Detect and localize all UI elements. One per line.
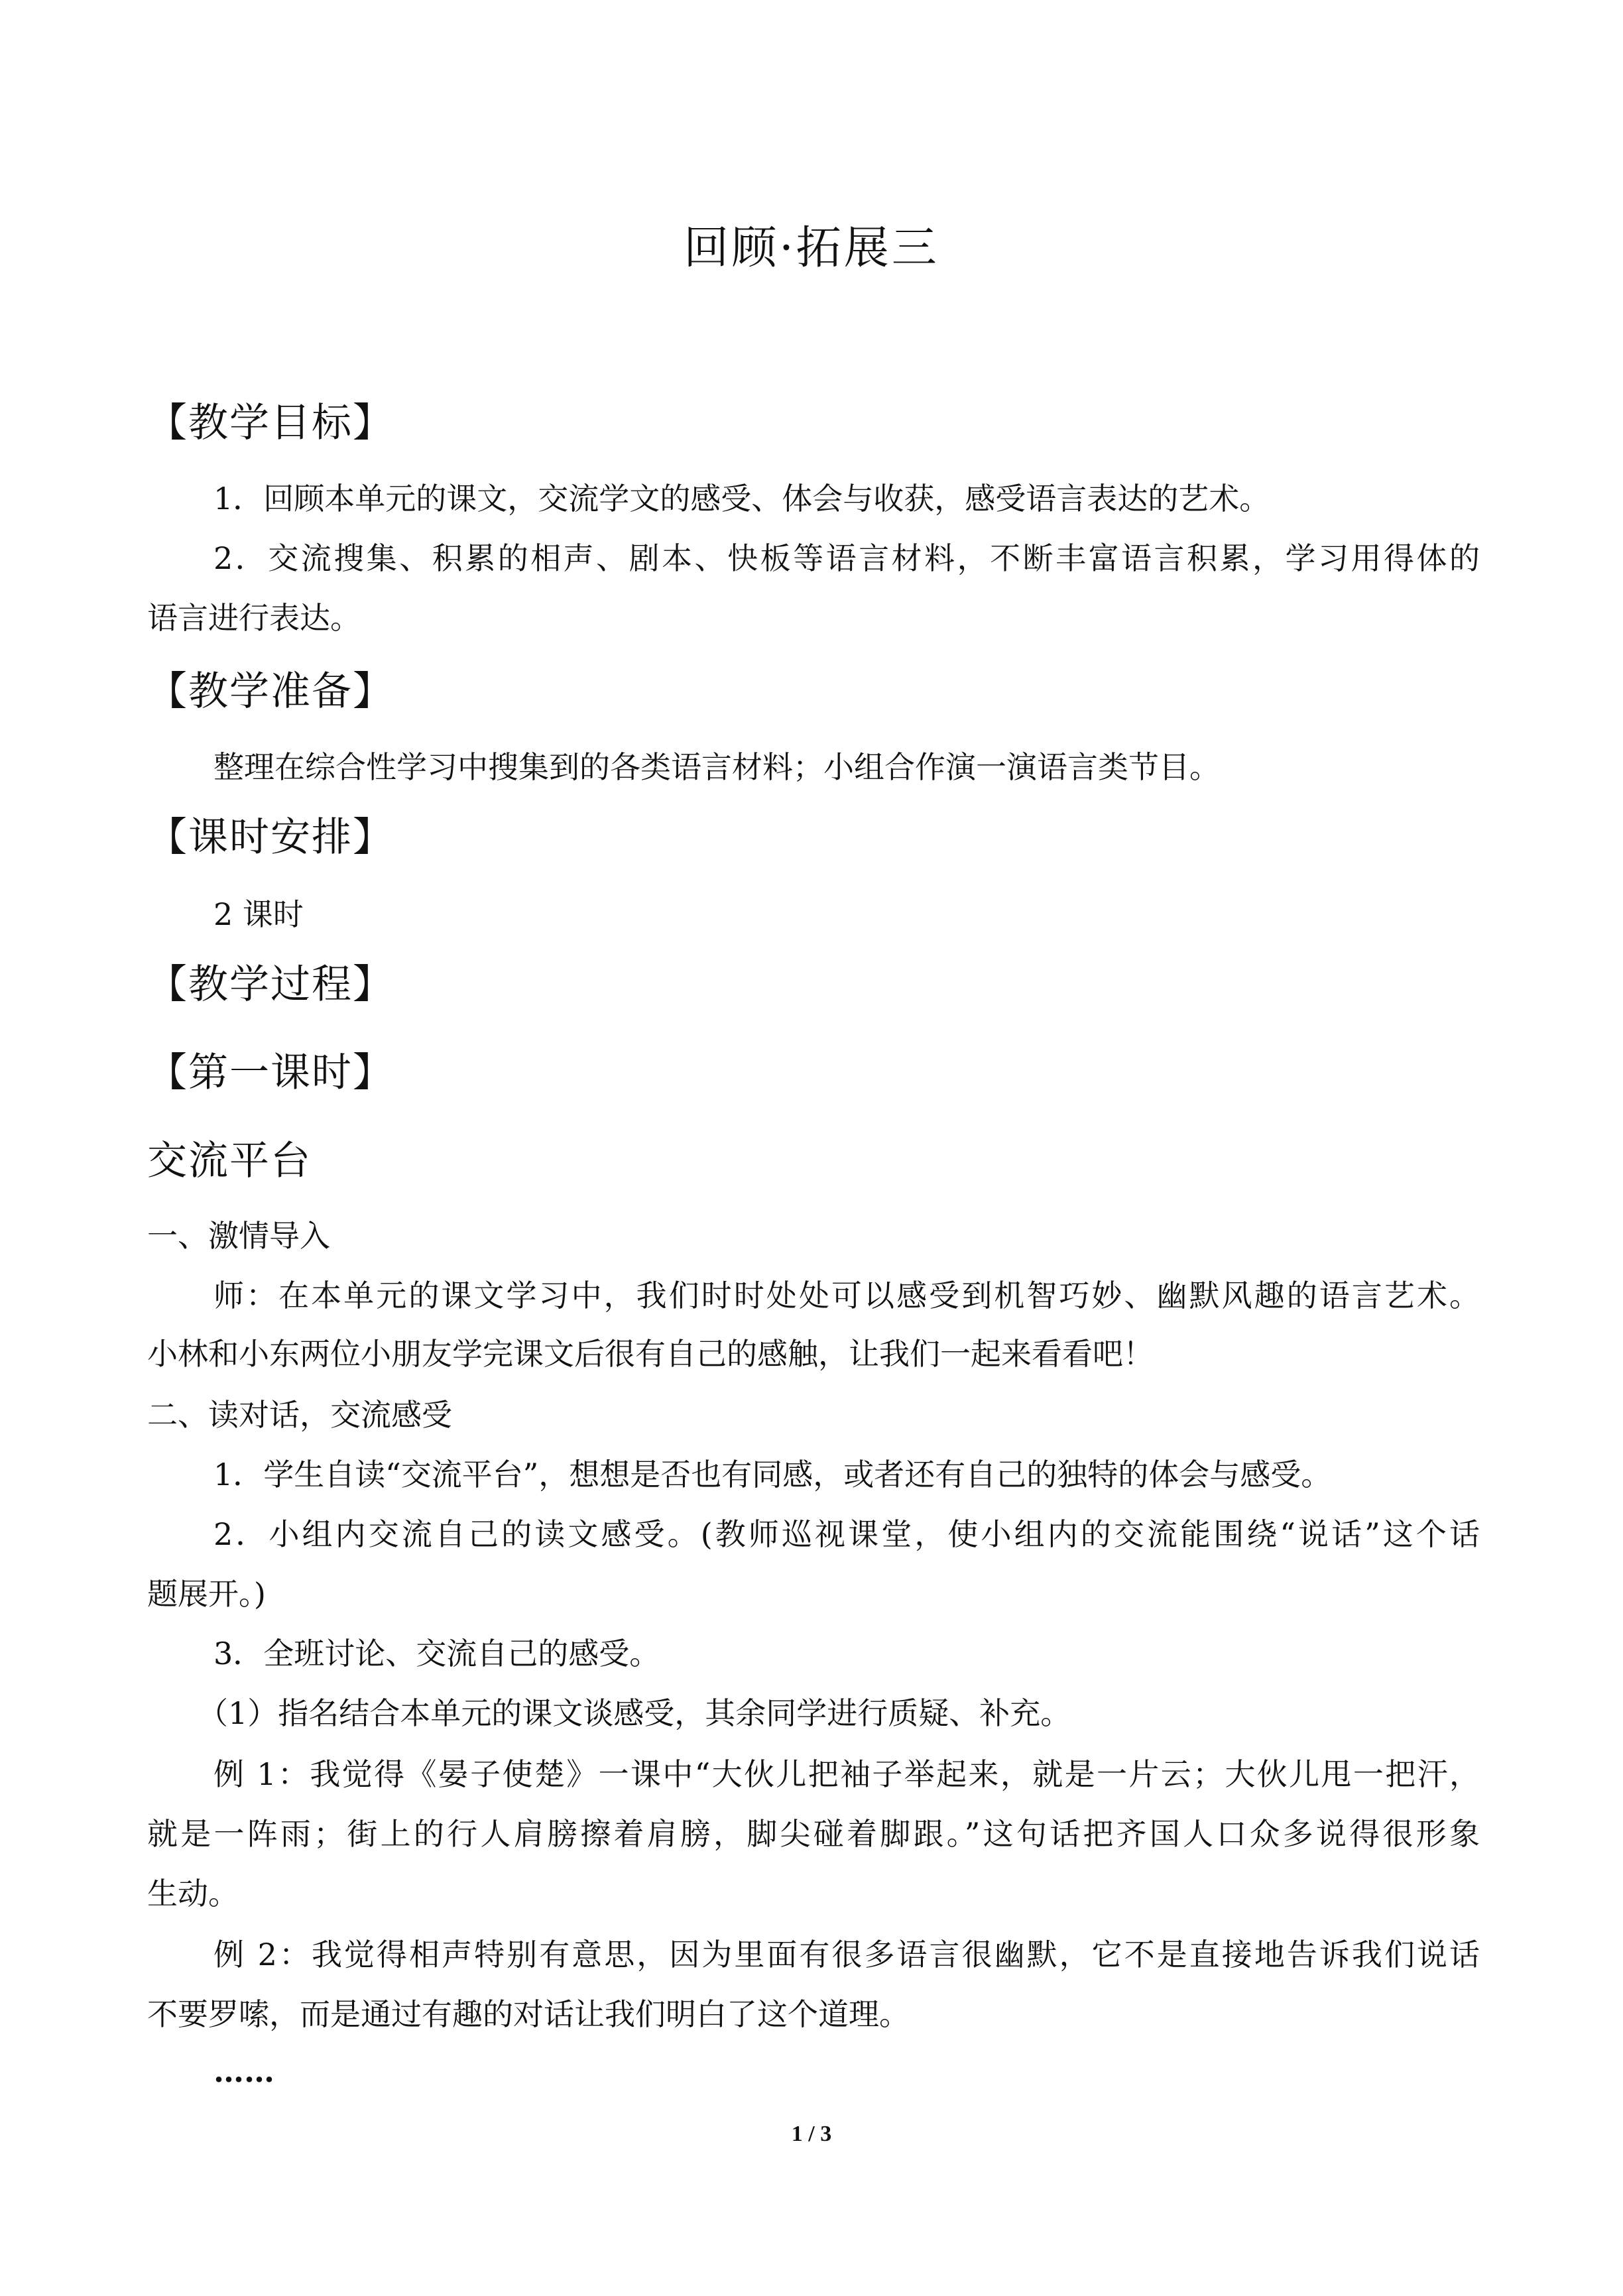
teacher-line-1: 师：在本单元的课文学习中，我们时时处处可以感受到机智巧妙、幽默风趣的语言艺术。 bbox=[213, 1278, 1480, 1313]
list-item-1: 1．学生自读“交流平台”，想想是否也有同感，或者还有自己的独特的体会与感受。 bbox=[213, 1457, 1332, 1492]
page-number: 1 / 3 bbox=[791, 2122, 832, 2146]
ellipsis: …… bbox=[213, 2053, 274, 2089]
heading-teaching-prep: 【教学准备】 bbox=[147, 668, 394, 715]
prep-text: 整理在综合性学习中搜集到的各类语言材料；小组合作演一演语言类节目。 bbox=[213, 749, 1220, 785]
goal-item-1: 1．回顾本单元的课文，交流学文的感受、体会与收获，感受语言表达的艺术。 bbox=[213, 481, 1270, 516]
step-2-heading: 二、读对话，交流感受 bbox=[147, 1397, 452, 1433]
schedule-text: 2 课时 bbox=[213, 896, 304, 932]
example-1-line-3: 生动。 bbox=[147, 1876, 239, 1911]
list-item-2-line-1: 2．小组内交流自己的读文感受。(教师巡视课堂，使小组内的交流能围绕“说话”这个话 bbox=[213, 1516, 1480, 1552]
list-item-2-line-2: 题展开。) bbox=[147, 1576, 266, 1612]
list-item-3: 3．全班讨论、交流自己的感受。 bbox=[213, 1636, 660, 1671]
example-2-line-2: 不要罗嗦，而是通过有趣的对话让我们明白了这个道理。 bbox=[147, 1996, 910, 2032]
example-2-line-1: 例 2：我觉得相声特别有意思，因为里面有很多语言很幽默，它不是直接地告诉我们说话 bbox=[213, 1937, 1480, 1972]
heading-teaching-goals: 【教学目标】 bbox=[147, 400, 394, 446]
heading-first-lesson: 【第一课时】 bbox=[147, 1050, 394, 1096]
teacher-line-2: 小林和小东两位小朋友学完课文后很有自己的感触，让我们一起来看看吧！ bbox=[147, 1336, 1154, 1372]
heading-schedule: 【课时安排】 bbox=[147, 814, 394, 861]
list-item-3-sub-1: （1）指名结合本单元的课文谈感受，其余同学进行质疑、补充。 bbox=[198, 1695, 1071, 1731]
goal-item-2-line-2: 语言进行表达。 bbox=[147, 600, 361, 636]
goal-item-2-line-1: 2．交流搜集、积累的相声、剧本、快板等语言材料，不断丰富语言积累，学习用得体的 bbox=[213, 540, 1480, 576]
step-1-heading: 一、激情导入 bbox=[147, 1218, 330, 1254]
example-1-line-2: 就是一阵雨；街上的行人肩膀擦着肩膀，脚尖碰着脚跟。”这句话把齐国人口众多说得很形象 bbox=[147, 1816, 1480, 1852]
document-title: 回顾·拓展三 bbox=[684, 222, 939, 274]
heading-teaching-process: 【教学过程】 bbox=[147, 961, 394, 1008]
heading-exchange-platform: 交流平台 bbox=[147, 1138, 312, 1184]
example-1-line-1: 例 1：我觉得《晏子使楚》一课中“大伙儿把袖子举起来，就是一片云；大伙儿甩一把汗， bbox=[213, 1756, 1480, 1792]
